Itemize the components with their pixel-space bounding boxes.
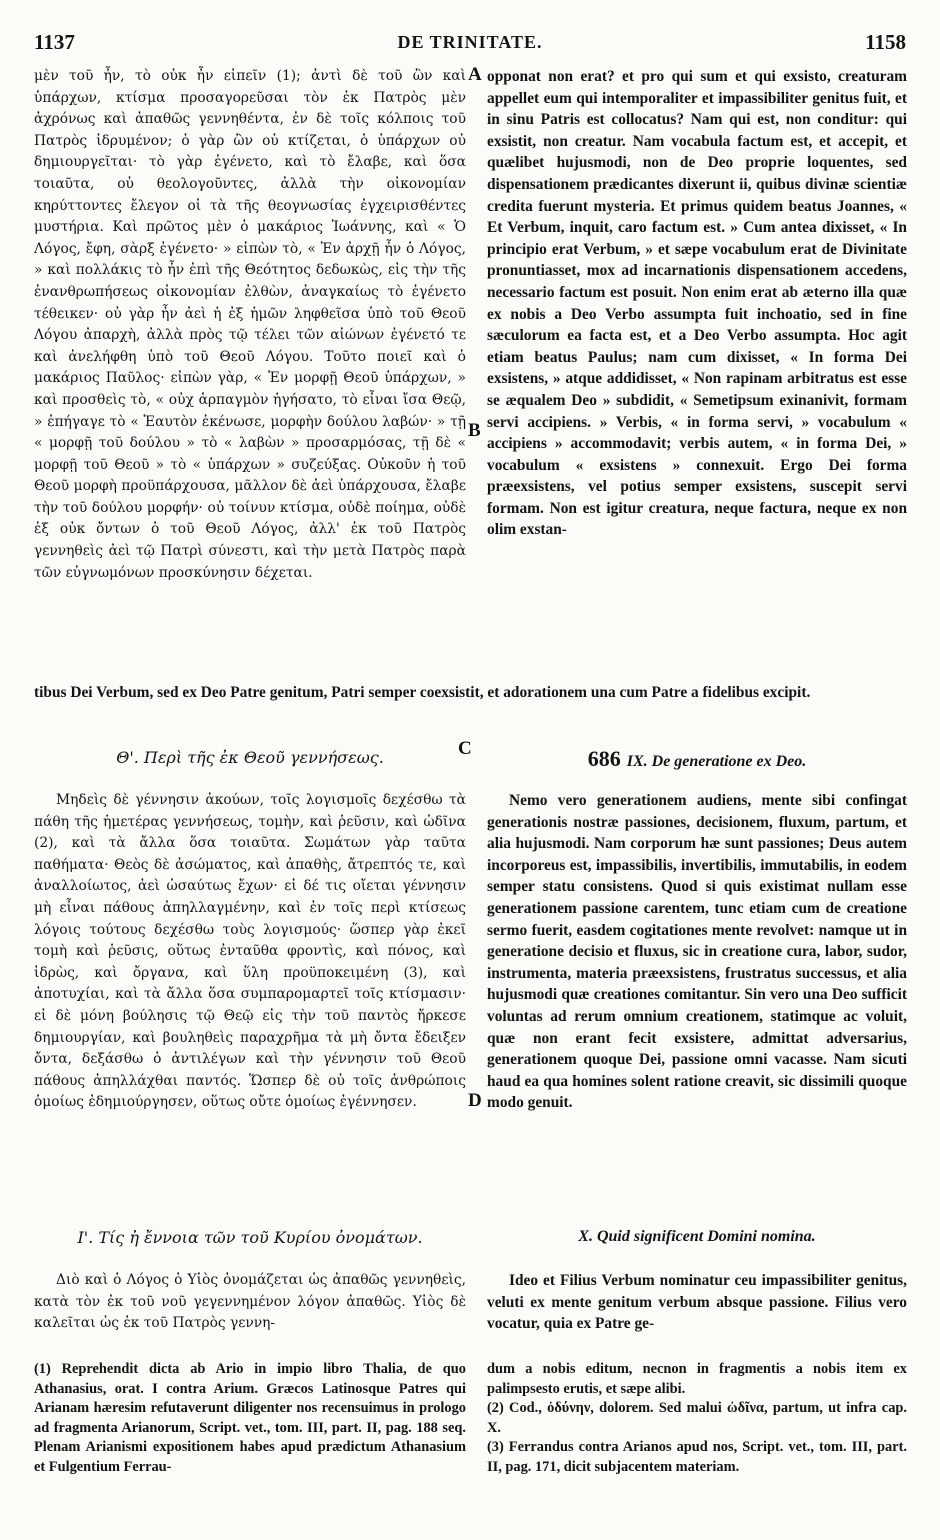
footnote-1: (1) Reprehendit dicta ab Ario in impio libro Thalia, de quo Athanasius, orat. I contra Arium. Græcos Latinosque Patres qui Arianam hæresim refutaverunt diligenter nos recensuimus in prologo ad fragmenta Arianorum, Script. vet., tom. III, part. II, pag. 188 seq. Plenam Arianismi expositionem habes apud prædictum Athanasium et Fulgentium Ferrau- xyxy=(34,1361,466,1475)
latin-paragraph: opponat non erat? et pro qui sum et qui exsisto, creaturam appellet eum qui intemporaliter et impassibiliter genitus fuit, et in sinu Patris est collocatus? Nam qui est, non conditur: qui exsistit, non creatur. Nam vocabula factum est, et accepit, et quælibet hujusmodi, non de Deo proprie loquentes, sed dispensationem prædicantes dixerunt ii, quibus divinæ scientiæ credita fuerunt mysteria. Et primus quidem beatus Joannes, « Et Verbum, inquit, caro factum est. » Cum antea dixisset, « In principio erat Verbum, » et sæpe vocabulum erat de Divinitate pronuntiasset, mox ad incarnationis dispensationem accedens, necessario factum est posuit. Non enim erat ab æterno illa quæ ex nobis a Deo Verbo assumpta fuit inchoatio, sed in fine sæculorum ea facta est, et a Deo Verbo assumpta. Hoc agit etiam beatus Paulus; nam cum dixisset, « In forma Dei exsistens, » atque addidisset, « Non rapinam arbitratus est esse se æqualem Deo » subdidit, « Semetipsum exinanivit, formam servi accipiens. » Verbis, « in forma servi, » vocabulum « accipiens » accommodavit; verbis autem, « in forma Dei, » vocabulum « exsistens » connexuit. Ergo Dei forma præexsistens, vel potius semper exsistens, suscepit servi formam. Non est igitur creatura, neque factura, neque ex non olim exstan- xyxy=(487,68,907,539)
footnote-2: (2) Cod., ὀδύνην, dolorem. Sed malui ὠδῖνα, partum, ut infra cap. X. xyxy=(487,1400,907,1436)
greek-column-section-10 xyxy=(34,1270,466,1350)
greek-column-section-9 xyxy=(34,790,466,1190)
latin-paragraph: Nemo vero generationem audiens, mente sibi confingat generationis nostræ passiones, decisionem, fluxum, partum, et alia hujusmodi. Nam corporum hæ sunt passiones; Deus autem incorporeus est, impassibilis, invertibilis, immutabilis, in eodem semper statu consistens. Quod si quis existimat nullam esse generationem passione carentem, tunc etiam cum de creatione sermo fuerit, easdem cogitationes mente revolvet: namque ut in generatione decisio et fluxus, sic in creatione cura, labor, sudor, instrumenta, materia præexsistens, frustratus successus, et alia hujusmodi quæ creationes comitantur. Sin vero una Deo sufficit voluntas ad rerum omnium creationem, statimque ac voluit, quæ non erant fecit exsistere, admittat adversarius, generationem quoque Dei, passione omni vacasse. Nam sicuti haud ea qua homines solent ratione creavit, sic dissimili quoque modo genuit. xyxy=(487,792,907,1112)
page-number-right: 1158 xyxy=(865,30,906,54)
margin-letter-a: A xyxy=(468,64,482,85)
margin-letter-b: B xyxy=(468,420,481,441)
latin-column-top xyxy=(487,66,907,678)
section-heading-greek-9 xyxy=(34,748,466,767)
greek-paragraph: Διὸ καὶ ὁ Λόγος ὁ Υἱὸς ὀνομάζεται ὡς ἀπαθῶς γεννηθεὶς, κατὰ τὸν ἐκ τοῦ νοῦ γεγεννημένον λόγον ἀπαθῶς. Υἱὸς δὲ καλεῖται ὡς ἐκ τοῦ Πατρὸς γεννη- xyxy=(34,1272,466,1332)
page-number-left: 1137 xyxy=(34,30,75,54)
section-heading-latin-10 xyxy=(487,1228,907,1246)
latin-paragraph: Ideo et Filius Verbum nominatur ceu impassibiliter genitus, veluti ex mente genitum verbum absque passione. Filius vero vocatur, quia ex Patre ge- xyxy=(487,1272,907,1333)
greek-paragraph: μὲν τοῦ ἦν, τὸ οὐκ ἦν εἰπεῖν (1); ἀντὶ δὲ τοῦ ὢν καὶ ὑπάρχων, κτίσμα προσαγορεῦσαι τὸν ἐκ Πατρὸς μὲν ἀχρόνως καὶ ἀπαθῶς γεννηθέντα, ἐν δὲ τοῖς κόλποις τοῦ Πατρὸς ἱδρυμένον; ὁ γὰρ ὢν οὐ κτίζεται, ὁ ὑπάρχων οὐ δημιουργεῖται· τὸ γὰρ ἐγένετο, καὶ τὸ ἔλαβε, καὶ ὅσα τοιαῦτα, οὐ θεολογοῦντες, ἀλλὰ τὴν οἰκονομίαν κηρύττοντες ἔλεγον οἱ τὰ τῆς θεογνωσίας ἐγχειρισθέντες μυστήρια. Καὶ πρῶτος μὲν ὁ μακάριος Ἰωάννης, καὶ « Ὁ Λόγος, ἔφη, σὰρξ ἐγένετο· » εἰπὼν τὸ, « Ἐν ἀρχῇ ἦν ὁ Λόγος, » καὶ πολλάκις τὸ ἦν ἐπὶ τῆς Θεότητος δεδωκὼς, εἰς τὴν τῆς ἐνανθρωπήσεως οἰκονομίαν ἐλθὼν, ἀναγκαίως τὸ ἐγένετο τέθεικεν· οὐ γὰρ ἦν ἀεὶ ἡ ἐξ ἡμῶν ληφθεῖσα ὑπὸ τοῦ Θεοῦ Λόγου ἀπαρχὴ, ἀλλὰ πρὸς τῷ τέλει τῶν αἰώνων ἐγένετό τε καὶ ἀνελήφθη ὑπὸ τοῦ Θεοῦ Λόγου. Τοῦτο ποιεῖ καὶ ὁ μακάριος Παῦλος· εἰπὼν γὰρ, « Ἐν μορφῇ Θεοῦ ὑπάρχων, » καὶ προσθεὶς τὸ, « οὐχ ἁρπαγμὸν ἡγήσατο, τὸ εἶναι ἴσα Θεῷ, » ἐπήγαγε τὸ « Ἑαυτὸν ἐκένωσε, μορφὴν δούλου λαβών· » τῇ « μορφῇ τοῦ δούλου » τὸ « λαβὼν » προσαρμόσας, τῇ δὲ « μορφῇ τοῦ Θεοῦ » τὸ « ὑπάρχων » συζεύξας. Οὐκοῦν ἡ τοῦ Θεοῦ μορφὴ προϋπάρχουσα, μᾶλλον δὲ ἀεὶ ὑπάρχουσα, ἔλαβε τὴν τοῦ δούλου μορφήν· οὐ τοίνυν κτίσμα, οὐδὲ ποίημα, οὐδὲ ἐξ οὐκ ὄντων ὁ τοῦ Θεοῦ Λόγος, ἀλλ' ἐκ τοῦ Πατρὸς γεννηθεὶς ἀεὶ τῷ Πατρὶ σύνεστι, καὶ τὴν μετὰ Πατρὸς παρὰ τῶν εὐγνωμόνων προσκύνησιν δέχεται. xyxy=(34,68,466,581)
margin-letter-c: C xyxy=(458,738,472,759)
greek-paragraph: Μηδεὶς δὲ γέννησιν ἀκούων, τοῖς λογισμοῖς δεχέσθω τὰ πάθη τῆς ἡμετέρας γεννήσεως, τομὴν, καὶ ῥεῦσιν, καὶ ὠδῖνα (2), καὶ τὰ ἄλλα ὅσα τοιαῦτα. Σωμάτων γὰρ ταῦτα παθήματα· Θεὸς δὲ ἀσώματος, καὶ ἀπαθὴς, ἄτρεπτός τε, καὶ ἀναλλοίωτος, ἀεὶ ὡσαύτως ἔχων· εἰ δέ τις οἴεται γέννησιν μὴ εἶναι πάθους ἀπηλλαγμένην, καὶ ἐν τοῖς περὶ κτίσεως λόγοις τούτους δεχέσθω τοὺς λογισμούς· ὥσπερ γὰρ ἐκεῖ τομὴ καὶ ῥεῦσις, οὕτως ἐνταῦθα φροντὶς, καὶ πόνος, καὶ ἱδρὼς, καὶ ὄργανα, καὶ ὕλη προϋποκειμένη (3), καὶ ἀποτυχίαι, καὶ τὰ ἄλλα ὅσα συμπαρομαρτεῖ τοῖς κτίσμασιν· εἰ δὲ μόνη βούλησις τῷ Θεῷ εἰς τὴν τοῦ παντὸς ἤρκεσε δημιουργίαν, καὶ βουληθεὶς παραχρῆμα τὰ μὴ ὄντα ἔδειξεν ὄντα, δεξάσθω ὁ ἀντιλέγων καὶ τὴν γέννησιν τοῦ Θεοῦ πάθους ἀπηλλάχθαι παντός. Ὥσπερ δὲ οὐ τοῖς ἀνθρώποις ὁμοίως ἐδημιούργησεν, οὕτως οὔτε ὁμοίως ἐγέννησεν. xyxy=(34,792,466,1111)
running-header xyxy=(34,30,906,58)
latin-paragraph: tibus Dei Verbum, sed ex Deo Patre genitum, Patri semper coexsistit, et adorationem una cum Patre a fidelibus excipit. xyxy=(34,684,811,701)
heading-text: X. Quid significent Domini nomina. xyxy=(578,1228,816,1245)
running-title: DE TRINITATE. xyxy=(397,32,543,52)
greek-column-top xyxy=(34,66,466,678)
margin-letter-d: D xyxy=(468,1090,482,1111)
latin-column-section-9 xyxy=(487,790,907,1210)
footnotes-right xyxy=(487,1360,907,1530)
footnote-1-continuation: dum a nobis editum, necnon in fragmentis a nobis item ex palimpsesto erutis, et sæpe alibi. xyxy=(487,1361,907,1397)
column-number: 686 xyxy=(587,746,621,771)
latin-fullwidth-continuation xyxy=(34,682,907,734)
heading-text: Θ'. Περὶ τῆς ἐκ Θεοῦ γεννήσεως. xyxy=(116,748,384,767)
heading-text: Ι'. Τίς ἡ ἔννοια τῶν τοῦ Κυρίου ὀνομάτων. xyxy=(77,1228,423,1247)
footnotes-left xyxy=(34,1360,466,1530)
latin-column-section-10 xyxy=(487,1270,907,1350)
section-heading-greek-10 xyxy=(34,1228,466,1247)
footnote-3: (3) Ferrandus contra Arianos apud nos, Script. vet., tom. III, part. II, pag. 171, dicit subjacentem materiam. xyxy=(487,1439,907,1475)
section-heading-latin-9 xyxy=(487,746,907,772)
heading-text: IX. De generatione ex Deo. xyxy=(626,753,807,770)
